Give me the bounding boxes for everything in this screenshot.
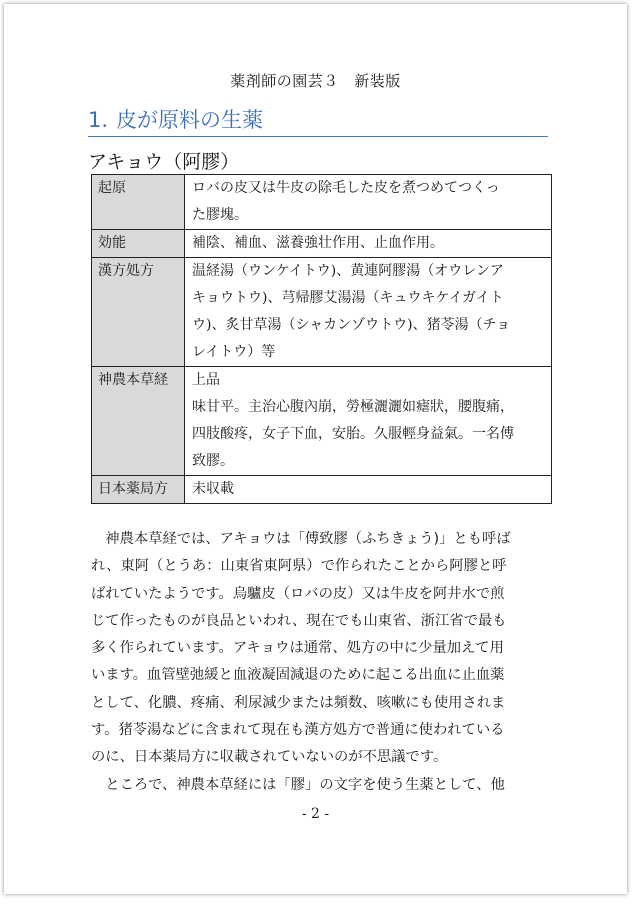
- value-line: 致膠。: [192, 453, 234, 469]
- value-line: 補陰、補血、滋養強壮作用、止血作用。: [192, 235, 444, 251]
- row-value-kampo: [185, 258, 552, 367]
- drug-info-table: [91, 174, 552, 504]
- page-number: - 2 -: [301, 806, 330, 822]
- table-row: [92, 175, 552, 230]
- body-line: として、化膿、疼痛、利尿減少または頻数、咳嗽にも使用されま: [91, 694, 506, 711]
- body-line: 神農本草経では、アキョウは「傅致膠（ふちきょう)」とも呼ば: [91, 531, 511, 547]
- drug-title: アキョウ（阿膠）: [88, 151, 240, 173]
- running-header: 薬剤師の園芸３ 新装版: [230, 72, 401, 90]
- chapter-number: 1.: [88, 108, 109, 132]
- value-line: キョウトウ)、芎帰膠艾湯湯（キュウキケイガイト: [192, 290, 504, 306]
- body-line: す。猪苓湯などに含まれて現在も漢方処方で普通に使われている: [91, 722, 505, 739]
- row-key-jp: 日本薬局方: [92, 476, 185, 504]
- row-value-efficacy: [185, 230, 552, 258]
- body-line: れ、東阿（とうあ：山東省東阿県）で作られたことから阿膠と呼: [91, 558, 507, 575]
- body-paragraphs: [91, 526, 553, 799]
- chapter-heading: [88, 104, 548, 137]
- body-line: ばれていたようです。烏驢皮（ロバの皮）又は牛皮を阿井水で煎: [91, 585, 505, 602]
- row-value-shennong: [185, 367, 552, 476]
- row-key-kampo: 漢方処方: [92, 258, 185, 367]
- table-row: [92, 476, 552, 504]
- table-row: [92, 258, 552, 367]
- value-line: 味甘平。主治心腹內崩，勞極灑灑如瘧狀，腰腹痛，: [192, 399, 514, 415]
- body-line: ところで、神農本草経には「膠」の文字を使う生薬として、他: [91, 776, 505, 793]
- value-line: た膠塊。: [192, 207, 248, 223]
- row-key-shennong: 神農本草経: [92, 367, 185, 476]
- row-value-jp: [185, 476, 552, 504]
- value-line: レイトウ）等: [192, 344, 276, 360]
- row-value-origin: [185, 175, 552, 230]
- body-line: います。血管壁弛緩と血液凝固減退のために起こる出血に止血薬: [91, 667, 505, 684]
- value-line: 温経湯（ウンケイトウ)、黄連阿膠湯（オウレンア: [192, 263, 504, 279]
- body-line: じて作ったものが良品といわれ、現在でも山東省、浙江省で最も: [91, 612, 507, 629]
- value-line: ウ)、炙甘草湯（シャカンゾウトウ)、猪苓湯（チョ: [192, 317, 511, 333]
- row-key-efficacy: 効能: [92, 230, 185, 258]
- value-line: 上品: [192, 372, 220, 388]
- value-line: ロバの皮又は牛皮の除毛した皮を煮つめてつくっ: [192, 180, 500, 196]
- body-line: のに、日本薬局方に収載されていないのが不思議です。: [91, 749, 448, 766]
- table-row: [92, 367, 552, 476]
- row-key-origin: 起原: [92, 175, 185, 230]
- table-row: [92, 230, 552, 258]
- document-page: [4, 4, 627, 894]
- value-line: 未収載: [192, 481, 234, 497]
- value-line: 四肢酸疼，女子下血，安胎。久服輕身益氣。一名傅: [192, 426, 514, 442]
- body-line: 多く作られています。アキョウは通常、処方の中に少量加えて用: [91, 640, 504, 657]
- chapter-title: 皮が原料の生薬: [116, 108, 264, 132]
